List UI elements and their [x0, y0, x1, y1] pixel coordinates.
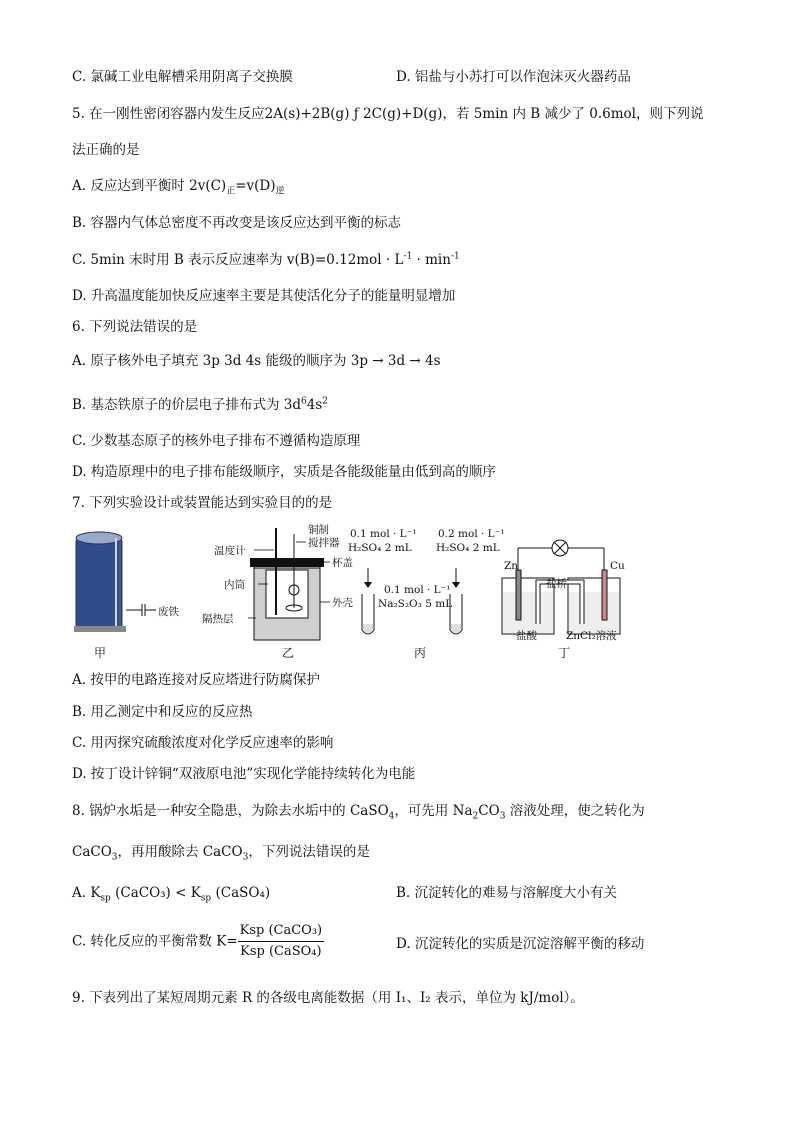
q4-option-c: C. 氯碱工业电解槽采用阴离子交换膜 [72, 69, 293, 85]
label-zn: Zn [504, 560, 519, 572]
label-salt-bridge: 盐桥 [546, 578, 567, 590]
q7-option-b: B. 用乙测定中和反应的反应热 [72, 704, 253, 720]
label-cu: Cu [610, 560, 625, 572]
label-hcl: 盐酸 [516, 630, 537, 642]
q5-option-d: D. 升高温度能加快反应速率主要是其使活化分子的能量明显增加 [72, 288, 456, 304]
label-scrap-iron: 废铁 [158, 606, 179, 618]
label-thermometer: 温度计 [214, 545, 246, 557]
label-stirrer: 搅拌器 [308, 537, 340, 549]
q5-stem-cont: 法正确的是 [72, 142, 140, 158]
q5-option-b: B. 容器内气体总密度不再改变是该反应达到平衡的标志 [72, 215, 402, 231]
q6-option-d: D. 构造原理中的电子排布能级顺序，实质是各能级能量由低到高的顺序 [72, 464, 496, 480]
label-tube2-acid: H₂SO₄ 2 mL [436, 542, 500, 554]
label-insulation: 隔热层 [202, 613, 234, 625]
q7-stem: 7. 下列实验设计或装置能达到实验目的的是 [72, 495, 333, 511]
label-thiosulfate: Na₂S₂O₃ 5 mL [378, 598, 453, 610]
q7-figure [72, 520, 632, 660]
q7-option-d: D. 按丁设计锌铜“双液原电池”实现化学能持续转化为电能 [72, 766, 416, 782]
tower-jia [74, 532, 156, 632]
q5-stem: 5. 在一刚性密闭容器内发生反应2A(s)+2B(g) ƒ 2C(g)+D(g)，若 5min 内 B 减少了 0.6mol，则下列说 [72, 106, 704, 122]
q8-option-d: D. 沉淀转化的实质是沉淀溶解平衡的移动 [396, 936, 645, 952]
label-tube2-conc: 0.2 mol · L⁻¹ [438, 528, 505, 540]
q9-stem: 9. 下表列出了某短周期元素 R 的各级电离能数据（用 I₁、I₂ 表示，单位为 kJ/mol）。 [72, 990, 584, 1006]
label-lid: 杯盖 [332, 557, 353, 569]
q6-option-b: B. 基态铁原子的价层电子排布式为 $3d^64s^2$ [72, 396, 329, 413]
label-copper: 铜制 [308, 524, 329, 536]
q6-stem: 6. 下列说法错误的是 [72, 319, 198, 335]
q5-reaction: 2A(s)+2B(g) ƒ 2C(g)+D(g) [264, 106, 443, 122]
label-tube1-conc: 0.1 mol · L⁻¹ [350, 528, 417, 540]
q8-stem-cont: CaCO$_3$，再用酸除去 CaCO$_3$，下列说法错误的是 [72, 844, 370, 863]
label-outer-shell: 外壳 [332, 597, 353, 609]
label-zncl2: ZnCl₂溶液 [566, 630, 617, 642]
q6-option-a: A. 原子核外电子填充 3p 3d 4s 能级的顺序为 3p → 3d → 4s [72, 353, 441, 369]
label-jia: 甲 [94, 646, 107, 660]
q8-stem: 8. 锅炉水垢是一种安全隐患，为除去水垢中的 CaSO$_4$，可先用 $Na_2CO_3$ 溶液处理，使之转化为 [72, 803, 645, 822]
q6-option-c: C. 少数基态原子的核外电子排布不遵循构造原理 [72, 433, 361, 449]
q5-option-a: A. 反应达到平衡时 $2v(C)_正=v(D)_逆$ [72, 178, 285, 197]
label-yi: 乙 [282, 646, 295, 660]
q8-option-a: A. $K_{sp}$ (CaCO₃) < $K_{sp}$ (CaSO₄) [72, 885, 271, 904]
label-thiosulfate-conc: 0.1 mol · L⁻¹ [384, 584, 451, 596]
q8-option-c: C. 转化反应的平衡常数 K= $\frac{\text{Ksp (CaCO₃)}}{\text{Ksp (CaSO₄)}}$ [72, 923, 323, 959]
q8-option-b: B. 沉淀转化的难易与溶解度大小有关 [396, 885, 618, 901]
equilibrium-constant-fraction: $\frac{\text{Ksp (CaCO₃)}}{\text{Ksp (CaSO₄)}}$ [239, 923, 323, 959]
q5-option-c: C. 5min 末时用 B 表示反应速率为 $v(B)=0.12mol \cdot L^{-1} \cdot \min^{-1}$ [72, 251, 460, 268]
label-inner-cup: 内筒 [224, 579, 245, 591]
label-bing: 丙 [414, 646, 427, 660]
q4-option-d: D. 铝盐与小苏打可以作泡沫灭火器药品 [396, 69, 631, 85]
q7-option-c: C. 用丙探究硫酸浓度对化学反应速率的影响 [72, 735, 334, 751]
label-tube1-acid: H₂SO₄ 2 mL [348, 542, 412, 554]
q7-option-a: A. 按甲的电路连接对反应塔进行防腐保护 [72, 672, 320, 688]
label-ding: 丁 [558, 646, 571, 660]
